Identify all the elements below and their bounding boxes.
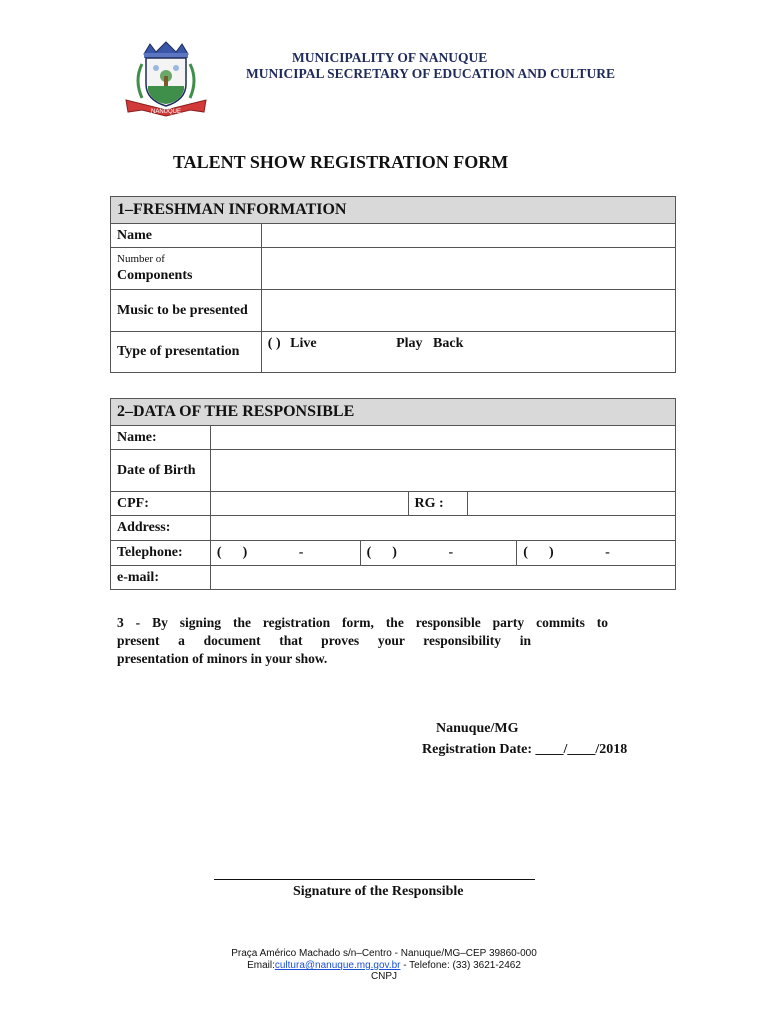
municipality-logo (120, 40, 212, 120)
components-label-small: Number of (117, 253, 165, 265)
telephone-field-2[interactable] (360, 541, 517, 566)
playback-option-label[interactable]: Play Back (396, 336, 464, 351)
section1-heading: 1–FRESHMAN INFORMATION (111, 197, 676, 224)
header-secretary: MUNICIPAL SECRETARY OF EDUCATION AND CULTURE (246, 66, 615, 81)
freshman-information-table (110, 196, 676, 373)
responsibility-note (117, 614, 608, 668)
footer-email-link[interactable]: cultura@nanuque.mg.gov.br (274, 960, 401, 971)
telephone-1-dash: - (298, 545, 304, 560)
dob-field[interactable] (210, 450, 675, 492)
live-option-label: Live (290, 336, 317, 351)
note-line-1: 3 - By signing the registration form, the responsible party commits to (117, 615, 608, 630)
responsible-data-table (110, 398, 676, 590)
telephone-2-dash: - (448, 545, 454, 560)
note-line-3: presentation of minors in your show. (117, 651, 328, 666)
logo-banner-text: NANUQUE (150, 109, 182, 115)
note-line-2: present a document that proves your responsibility in (117, 633, 531, 648)
footer-cnpj: CNPJ (370, 971, 398, 982)
footer-phone: - Telefone: (33) 3621-2462 (403, 960, 521, 971)
responsible-name-field[interactable] (210, 426, 675, 450)
dob-label: Date of Birth (111, 450, 211, 492)
place-label: Nanuque/MG (436, 721, 519, 736)
telephone-3-dash: - (605, 545, 610, 560)
name-field[interactable] (261, 224, 675, 248)
signature-label: Signature of the Responsible (293, 884, 464, 899)
header-municipality: MUNICIPALITY OF NANUQUE (292, 50, 488, 65)
rg-label: RG : (408, 492, 468, 516)
email-label: e-mail: (111, 566, 211, 590)
presentation-type-options (261, 332, 675, 373)
name-label: Name (111, 224, 262, 248)
section2-heading: 2–DATA OF THE RESPONSIBLE (111, 399, 676, 426)
telephone-2-area: ( ) (366, 545, 397, 560)
cpf-field[interactable] (210, 492, 408, 516)
email-field[interactable] (210, 566, 675, 590)
registration-date[interactable]: Registration Date: ____/____/2018 (422, 742, 628, 757)
footer-email-prefix: Email: (247, 960, 275, 971)
telephone-field-1[interactable] (210, 541, 360, 566)
address-label: Address: (111, 516, 211, 541)
music-label: Music to be presented (111, 290, 262, 332)
music-field[interactable] (261, 290, 675, 332)
page-title: TALENT SHOW REGISTRATION FORM (173, 152, 509, 172)
footer-contact (0, 960, 768, 971)
footer-address: Praça Américo Machado s/n–Centro - Nanuque/MG–CEP 39860-000 (231, 948, 537, 959)
components-label: Components (117, 268, 193, 283)
telephone-field-3[interactable] (517, 541, 676, 566)
signature-line[interactable] (214, 879, 535, 880)
address-field[interactable] (210, 516, 675, 541)
components-label-cell (111, 248, 262, 290)
cpf-label: CPF: (111, 492, 211, 516)
responsible-name-label: Name: (111, 426, 211, 450)
rg-field[interactable] (468, 492, 676, 516)
live-checkbox[interactable]: ( ) (267, 336, 281, 351)
telephone-label: Telephone: (111, 541, 211, 566)
telephone-1-area: ( ) (216, 545, 248, 560)
presentation-type-label: Type of presentation (111, 332, 262, 373)
components-field[interactable] (261, 248, 675, 290)
telephone-3-area: ( ) (523, 545, 554, 560)
